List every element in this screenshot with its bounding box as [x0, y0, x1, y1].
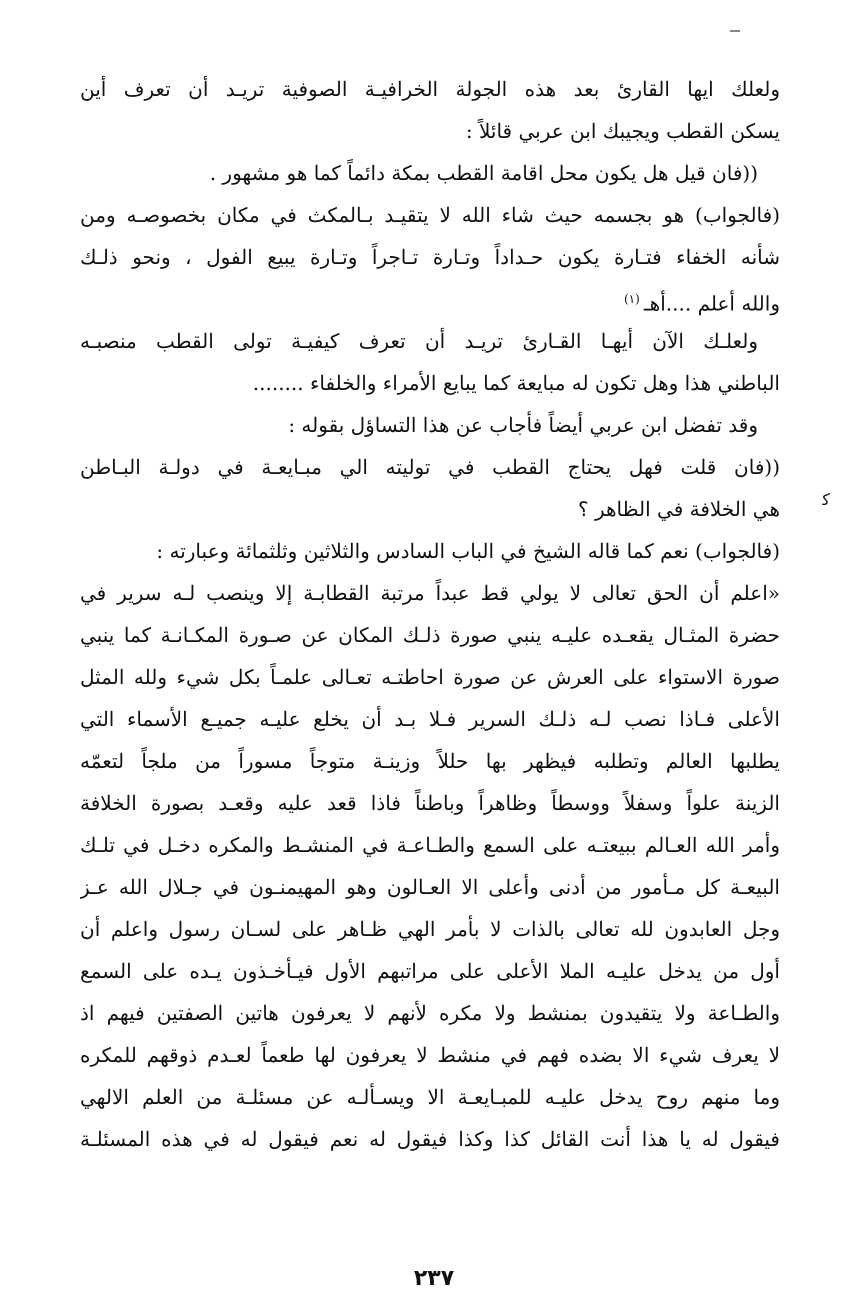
text-line: ((فان قيل هل يكون محل اقامة القطب بمكة دائماً كما هو مشهور . [209, 161, 758, 185]
text-line: حضرة المثـال يقعـده عليـه ينبي صورة ذلـك المكان عن صـورة المكـانـة كما ينبي [80, 623, 780, 647]
text-line-with-footnote [80, 278, 780, 320]
margin-mark: ﮐ [822, 490, 830, 509]
text-line: وجل العابدون لله تعالى بالذات لا بأمر الهي ظـاهر على لسـان رسول واعلم أن [80, 917, 780, 941]
text-line: وقد تفضل ابن عربي أيضاً فأجاب عن هذا التساؤل بقوله : [288, 413, 758, 437]
text-line: الزينة علواً وسفلاً ووسطاً وظاهراً وباطناً فاذا قعد عليه وقعـد بصورة الخلافة [80, 791, 780, 815]
text-line: الباطني هذا وهل تكون له مبايعة كما يبايع الأمراء والخلفاء ........ [252, 371, 780, 395]
page-number: ٢٣٧ [413, 1266, 455, 1291]
text-line: وما منهم روح يدخل عليـه للمبـايعـة الا ويسـألـه عن مسئلـة من العلم الالهي [80, 1085, 780, 1109]
text-line: (فالجواب) هو بجسمه حيث شاء الله لا يتقيـد بـالمكث في مكان بخصوصـه ومن [80, 203, 780, 227]
text-line: الأعلى فـاذا نصب لـه ذلـك السرير فـلا بـد أن يخلع عليـه جميـع الأسماء التي [80, 707, 780, 731]
text-line: لا يعرف شيء الا بضده فهم في منشط لا يعرفون لها طعماً لعـدم ذوقهم للمكره [80, 1043, 780, 1067]
scan-mark [730, 30, 740, 32]
text-line: ((فان قلت فهل يحتاج القطب في توليته الي مبـايعـة في دولـة البـاطن [80, 455, 780, 479]
text-line: يسكن القطب ويجيبك ابن عربي قائلاً : [465, 119, 780, 143]
text-line: صورة الاستواء على العرش عن صورة احاطتـه تعـالى علمـاً بكل شيء ولله المثل [80, 665, 780, 689]
text-line: ولعلك ايها القارئ بعد هذه الجولة الخرافيـة الصوفية تريـد أن تعرف أين [80, 77, 780, 101]
text-line: والله أعلم ....أهـ [643, 291, 780, 316]
footnote-reference: (١) [623, 292, 640, 306]
text-line: والطـاعة ولا يتقيدون بمنشط ولا مكره لأنهم لا يعرفون هاتين الصفتين فيهم اذ [80, 1001, 780, 1025]
text-line: (فالجواب) نعم كما قاله الشيخ في الباب السادس والثلاثين وثلثمائة وعبارته : [156, 539, 780, 563]
text-line: أول من يدخل عليـه الملا الأعلى على مراتبهم الأول فيـأخـذون يـده على السمع [80, 959, 780, 983]
text-line: هي الخلافة في الظاهر ؟ [577, 497, 780, 521]
text-line: البيعـة كل مـأمور من أدنى وأعلى الا العـالون وهو المهيمنـون في جـلال الله عـز [80, 875, 780, 899]
text-line: فيقول له يا هذا أنت القائل كذا وكذا فيقول له نعم فيقول له في هذه المسئلـة [80, 1127, 780, 1151]
text-line: «اعلم أن الحق تعالى لا يولي قط عبداً مرتبة القطابـة إلا وينصب لـه سرير في [80, 581, 780, 605]
text-line: شأنه الخفاء فتـارة يكون حـداداً وتـارة تـاجراً وتـارة يبيع الفول ، ونحو ذلـك [80, 245, 780, 269]
text-line: وأمر الله العـالم ببيعتـه على السمع والطـاعـة في المنشـط والمكره دخـل في تلـك [80, 833, 780, 857]
text-line: ولعلـك الآن أيهـا القـارئ تريـد أن تعرف كيفيـة تولى القطب منصبـه [80, 329, 758, 353]
text-line: يطلبها العالم وتطلبه فيظهر بها حللاً وزينـة متوجاً مسوراً من ملجاً لتعمّه [80, 749, 780, 773]
body-text [80, 68, 780, 1160]
